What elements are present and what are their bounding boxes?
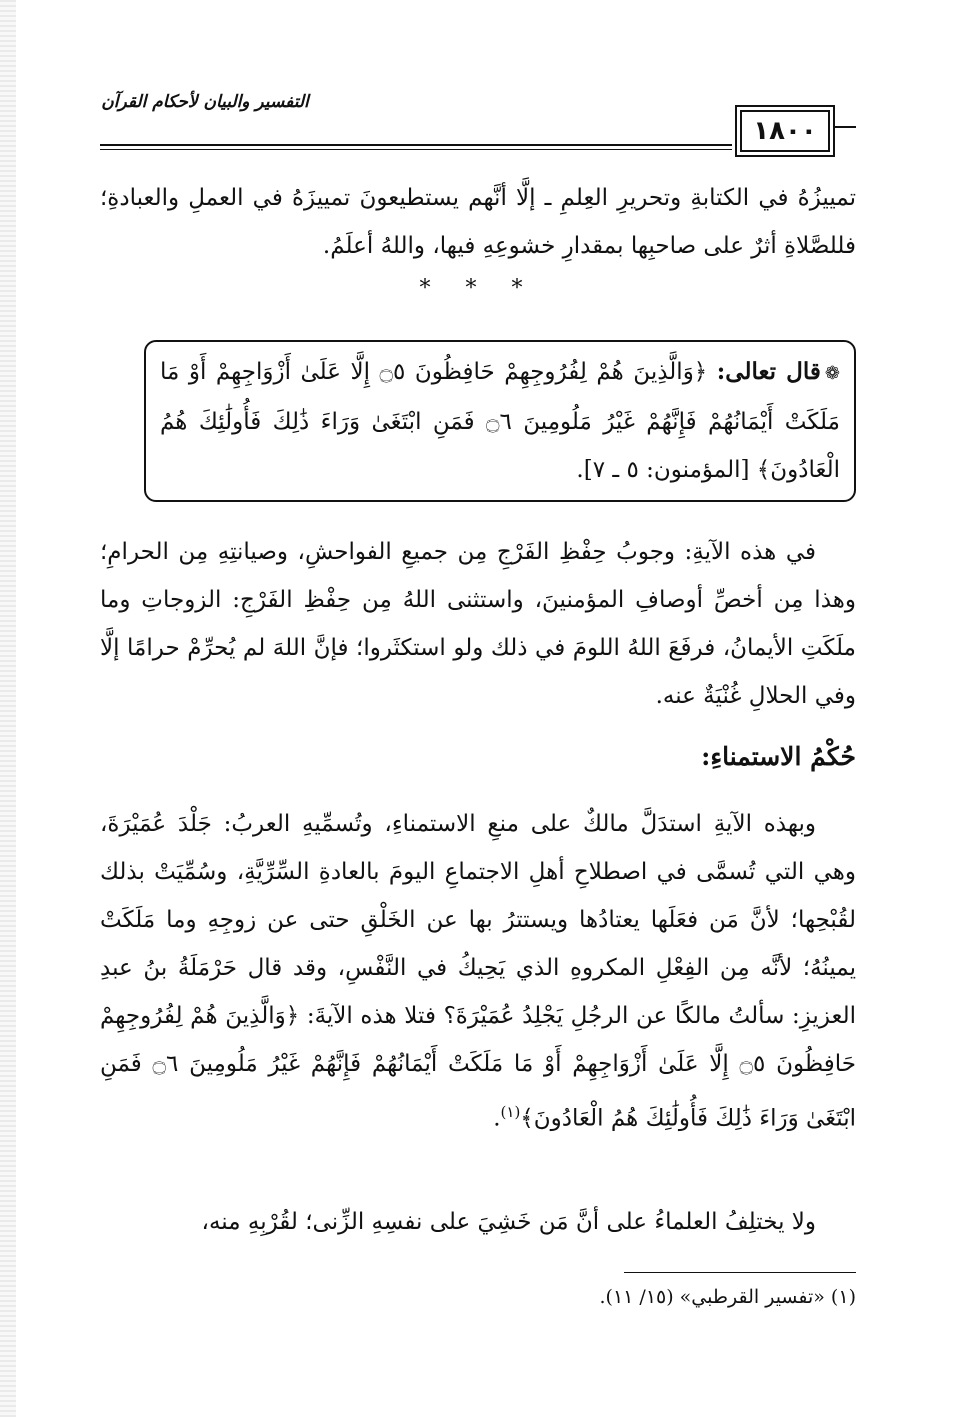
section-divider-stars: * * * [419,276,537,301]
section-heading: حُكْمُ الاستمناءِ: [701,742,856,771]
header-rule-main [100,144,732,146]
quran-verse-text: ﴿وَالَّذِينَ هُمْ لِفُرُوجِهِمْ حَافِظُونَ ۝٥ إِلَّا عَلَىٰ أَزْوَاجِهِمْ أَوْ مَا مَلَكَتْ أَيْمَانُهُمْ فَإِنَّهُمْ غَيْرُ مَلُومِينَ ۝٦ فَمَنِ ابْتَغَىٰ وَرَاءَ ذَٰلِكَ فَأُولَٰئِكَ هُمُ الْعَادُونَ﴾ [160,359,840,483]
footnote-rule [624,1272,856,1273]
quran-reference: [المؤمنون: ٥ ـ ٧]. [576,457,750,483]
paragraph-istimna-text: وبهذه الآيةِ استدَلَّ مالكٌ على منعِ الاستمناءِ، وتُسمِّيهِ العربُ: جَلْدَ عُمَيْرَةَ، وهي التي تُسمَّى في اصطلاحِ أهلِ الاجتماعِ اليومَ بالعادةِ السِّرِّيَّةِ، وسُمِّيَتْ بذلك لقُبْحِها؛ لأنَّ مَن فعَلَها يعتادُها ويستترُ بها عن الخَلْقِ حتى عن زوجِهِ وما مَلَكَتْ يمينُهُ؛ لأنَّه مِن الفِعْلِ المكروهِ الذي يَحِيكُ في النَّفْسِ، وقد قال حَرْمَلَةُ بنُ عبدِ العزيزِ: سألتُ مالكًا عن الرجُلِ يَجْلِدُ عُمَيْرَةَ؟ فتلا هذه الآيةَ: [100,811,856,1029]
paragraph-istimna [100,800,856,1143]
footnote-marker: (١) [500,1103,521,1121]
quoted-verse: ﴿وَالَّذِينَ هُمْ لِفُرُوجِهِمْ حَافِظُونَ ۝٥ إِلَّا عَلَىٰ أَزْوَاجِهِمْ أَوْ مَا مَلَكَتْ أَيْمَانُهُمْ فَإِنَّهُمْ غَيْرُ مَلُومِينَ ۝٦ فَمَنِ ابْتَغَىٰ وَرَاءَ ذَٰلِكَ فَأُولَٰئِكَ هُمُ الْعَادُونَ﴾ [100,1003,856,1132]
book-title: التفسير والبيان لأحكام القرآن [101,92,309,112]
header-rule-main-2 [100,149,732,150]
paragraph-continuation: تمييزُهُ في الكتابةِ وتحريرِ العِلمِ ـ إلَّا أنَّهم يستطيعونَ تمييزَهُ في العملِ والعبادةِ؛ فللصَّلاةِ أثرٌ على صاحبِها بمقدارِ خشوعِهِ فيها، واللهُ أعلَمُ. [100,185,856,259]
paragraph-scholars: ولا يختلِفُ العلماءُ على أنَّ مَن خَشِيَ على نفسِهِ الزِّنى؛ لقُرْبِهِ منه، [201,1209,816,1235]
paragraph-verse-explanation: في هذه الآيةِ: وجوبُ حِفْظِ الفَرْجِ مِن جميعِ الفواحشِ، وصيانتِهِ مِن الحرامِ؛ وهذا مِن أخصِّ أوصافِ المؤمنينَ، واستثنى اللهُ مِن حِفْظِ الفَرْجِ: الزوجاتِ وما ملَكَتِ الأيمانُ، فرفَعَ اللهُ اللومَ في ذلك ولو استكثَروا؛ فإنَّ اللهَ لم يُحرِّمْ حرامًا إلَّا وفي الحلالِ غُنْيَةٌ عنه. [100,539,856,709]
quran-verse-paragraph [160,348,840,494]
header-rule-right [834,126,856,128]
paragraph-end: . [493,1105,501,1132]
footnote: (١) «تفسير القرطبي» (١٥/ ١١). [599,1286,856,1308]
book-page [100,0,856,1417]
scan-edge [0,0,16,1417]
ornament-icon: ❁ [824,363,840,384]
page-header [100,92,856,154]
quran-verse-box [144,340,856,502]
quran-lead: قال تعالى: [716,358,821,385]
page-number: ١٨٠٠ [740,110,830,152]
